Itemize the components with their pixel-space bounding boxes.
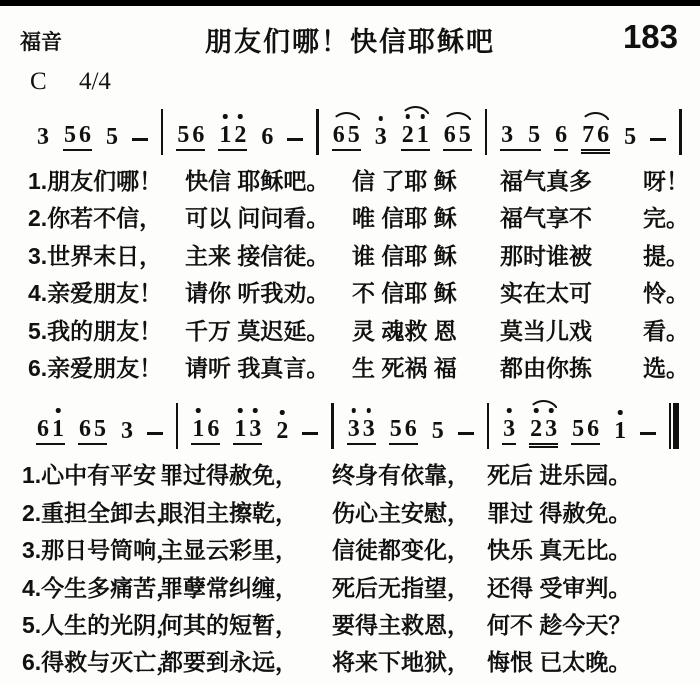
note-digit: 3 bbox=[121, 418, 133, 445]
slur-arc bbox=[528, 400, 559, 413]
duration-dash bbox=[650, 138, 666, 141]
lyric-group: 何不 趁今天？ bbox=[487, 612, 632, 639]
lyric-group: 4.亲爱朋友！ bbox=[28, 280, 163, 307]
barline bbox=[176, 403, 178, 449]
note-digit: 6 bbox=[555, 122, 568, 148]
note-digit: 1 bbox=[219, 123, 231, 147]
note-group bbox=[275, 419, 289, 445]
lyric-group: 提。 bbox=[643, 242, 689, 269]
lyric-group: 死后无指望， bbox=[332, 574, 470, 601]
category-label: 福音 bbox=[20, 31, 62, 54]
lyric-group: 都要到永远， bbox=[160, 649, 298, 676]
note-group bbox=[332, 123, 361, 151]
note-group bbox=[36, 125, 50, 151]
lyric-group: 罪过得赦免， bbox=[160, 462, 298, 489]
lyric-group: 将来下地狱， bbox=[332, 649, 470, 676]
lyric-group: 请你 听我劝。 bbox=[185, 280, 330, 307]
duration-dash bbox=[640, 432, 656, 435]
note-group bbox=[191, 417, 220, 445]
note-group bbox=[571, 417, 600, 445]
note-digit: 5 bbox=[431, 418, 444, 445]
verse-block-1 bbox=[0, 163, 700, 387]
note-digit: 1 bbox=[417, 123, 429, 147]
note-digit: 5 bbox=[177, 122, 190, 148]
lyric-group: 5.人生的光阴， bbox=[22, 612, 180, 639]
page-title: 朋友们哪！快信耶稣吧 bbox=[205, 27, 495, 57]
octave-dot bbox=[223, 114, 228, 119]
lyric-group: 1.心中有平安 bbox=[22, 462, 157, 489]
barline bbox=[316, 109, 318, 155]
note-digit: 2 bbox=[402, 123, 414, 147]
note-group bbox=[401, 123, 430, 151]
note-group bbox=[581, 123, 610, 151]
lyric-line bbox=[0, 495, 700, 532]
note-digit: 3 bbox=[503, 417, 515, 441]
octave-dot bbox=[352, 408, 357, 413]
octave-dot bbox=[238, 114, 243, 119]
hymn-number: 183 bbox=[622, 18, 678, 55]
key-signature: C bbox=[30, 68, 47, 95]
lyric-group: 主来 接信徒。 bbox=[185, 242, 330, 269]
barline bbox=[331, 403, 333, 449]
barline bbox=[161, 109, 163, 155]
lyric-group: 6.亲爱朋友！ bbox=[28, 355, 163, 382]
lyric-group: 信 了耶 稣 bbox=[352, 168, 457, 194]
note-digit: 3 bbox=[501, 122, 514, 148]
duration-dash bbox=[458, 432, 474, 435]
slur-arc bbox=[442, 112, 473, 125]
note-group bbox=[233, 417, 262, 445]
lyric-line bbox=[0, 200, 700, 237]
lyric-line bbox=[0, 607, 700, 644]
note-group bbox=[63, 123, 92, 151]
note-digit: 1 bbox=[614, 419, 626, 443]
time-signature: 4/4 bbox=[78, 68, 111, 95]
note-group bbox=[176, 123, 205, 151]
note-group bbox=[623, 125, 637, 151]
note-digit: 3 bbox=[375, 125, 387, 149]
note-digit: 3 bbox=[249, 417, 261, 441]
lyric-line bbox=[0, 532, 700, 569]
lyric-group: 呀！ bbox=[643, 168, 689, 194]
lyric-group: 何其的短暂， bbox=[160, 612, 298, 639]
octave-dot bbox=[238, 408, 243, 413]
lyric-group: 3.那日号筒响， bbox=[22, 537, 180, 564]
lyric-group: 不 信耶 稣 bbox=[352, 280, 457, 307]
octave-dot bbox=[379, 116, 384, 121]
note-digit: 6 bbox=[404, 416, 417, 443]
note-digit: 6 bbox=[261, 124, 274, 150]
lyric-group: 罪过 得赦免。 bbox=[487, 499, 632, 526]
note-digit: 6 bbox=[37, 416, 49, 443]
note-group bbox=[502, 417, 516, 445]
octave-dot bbox=[507, 408, 512, 413]
lyric-group: 灵 魂救 恩 bbox=[352, 317, 457, 344]
lyric-group: 伤心主安慰， bbox=[332, 499, 470, 526]
lyric-group: 终身有依靠， bbox=[332, 462, 470, 489]
lyric-line bbox=[0, 313, 700, 350]
lyric-group: 快信 耶稣吧。 bbox=[185, 168, 330, 194]
note-digit: 5 bbox=[528, 122, 541, 148]
note-digit: 5 bbox=[106, 124, 118, 150]
note-digit: 5 bbox=[347, 122, 360, 148]
lyric-group: 实在太可 bbox=[500, 280, 592, 307]
octave-dot bbox=[253, 408, 258, 413]
notation-line-1 bbox=[0, 98, 700, 160]
lyric-group: 眼泪主擦乾， bbox=[160, 499, 298, 526]
lyric-group: 看。 bbox=[643, 317, 689, 344]
note-digit: 5 bbox=[94, 416, 106, 443]
lyric-group: 主显云彩里， bbox=[160, 537, 298, 564]
note-digit: 1 bbox=[234, 417, 246, 441]
note-digit: 2 bbox=[234, 123, 246, 147]
note-digit: 3 bbox=[545, 417, 557, 441]
lyric-line bbox=[0, 163, 700, 200]
lyric-group: 1.朋友们哪！ bbox=[28, 168, 163, 194]
lyric-group: 2.重担全卸去， bbox=[22, 499, 180, 526]
slur-arc bbox=[400, 106, 431, 119]
verse-block-2 bbox=[0, 457, 700, 681]
lyric-line bbox=[0, 457, 700, 494]
note-digit: 5 bbox=[389, 416, 402, 443]
octave-dot bbox=[367, 408, 372, 413]
lyric-group: 选。 bbox=[643, 355, 689, 382]
lyric-line bbox=[0, 275, 700, 312]
lyric-group: 千万 莫迟延。 bbox=[185, 317, 330, 344]
note-digit: 6 bbox=[597, 122, 610, 148]
note-group bbox=[105, 125, 119, 151]
lyric-group: 请听 我真言。 bbox=[185, 355, 330, 382]
lyric-line bbox=[0, 238, 700, 275]
note-digit: 5 bbox=[572, 416, 585, 443]
note-group bbox=[613, 419, 627, 445]
lyric-group: 悔恨 已太晚。 bbox=[487, 649, 632, 676]
barline bbox=[487, 403, 489, 449]
lyric-group: 生 死祸 福 bbox=[352, 355, 457, 382]
lyric-group: 信徒都变化， bbox=[332, 537, 470, 564]
lyric-group: 死后 进乐园。 bbox=[487, 462, 632, 489]
note-digit: 6 bbox=[207, 416, 220, 443]
note-group bbox=[554, 123, 568, 151]
notation-line-2 bbox=[0, 392, 700, 454]
lyric-group: 还得 受审判。 bbox=[487, 574, 632, 601]
lyric-group: 怜。 bbox=[643, 280, 689, 307]
note-digit: 6 bbox=[587, 416, 600, 443]
lyric-group: 唯 信耶 稣 bbox=[352, 205, 457, 232]
note-group bbox=[529, 417, 558, 445]
note-group bbox=[36, 417, 65, 445]
lyric-group: 5.我的朋友！ bbox=[28, 317, 163, 344]
page-header bbox=[0, 18, 700, 58]
lyric-group: 快乐 真无比。 bbox=[487, 537, 632, 564]
final-barline bbox=[669, 403, 679, 449]
note-digit: 3 bbox=[348, 417, 360, 441]
lyric-group: 福气真多 bbox=[500, 168, 592, 194]
note-digit: 2 bbox=[530, 417, 542, 441]
barline bbox=[485, 109, 487, 155]
note-digit: 5 bbox=[624, 124, 637, 150]
note-group bbox=[347, 417, 376, 445]
octave-dot bbox=[280, 410, 285, 415]
note-digit: 2 bbox=[276, 419, 288, 443]
note-group bbox=[431, 419, 445, 445]
note-digit: 1 bbox=[192, 417, 204, 441]
note-digit: 6 bbox=[79, 416, 91, 443]
octave-dot bbox=[618, 410, 623, 415]
note-group bbox=[260, 125, 274, 151]
duration-dash bbox=[302, 432, 318, 435]
note-digit: 3 bbox=[363, 417, 375, 441]
lyric-group: 谁 信耶 稣 bbox=[352, 242, 457, 269]
note-digit: 1 bbox=[52, 417, 64, 441]
note-digit: 6 bbox=[192, 122, 205, 148]
note-group bbox=[389, 417, 418, 445]
note-digit: 3 bbox=[37, 124, 49, 150]
slur-arc bbox=[331, 112, 362, 125]
note-group bbox=[500, 123, 541, 151]
lyric-group: 3.世界末日， bbox=[28, 242, 163, 269]
lyric-group: 可以 问问看。 bbox=[185, 205, 330, 232]
note-group bbox=[443, 123, 472, 151]
page-top-border bbox=[0, 0, 700, 6]
note-digit: 5 bbox=[64, 122, 76, 148]
lyric-line bbox=[0, 350, 700, 387]
lyric-group: 要得主救恩， bbox=[332, 612, 470, 639]
octave-dot bbox=[56, 408, 61, 413]
lyric-group: 都由你拣 bbox=[500, 355, 592, 382]
octave-dot bbox=[196, 408, 201, 413]
note-group bbox=[78, 417, 107, 445]
slur-arc bbox=[580, 112, 611, 125]
note-digit: 6 bbox=[443, 122, 456, 148]
lyric-group: 罪孽常纠缠， bbox=[160, 574, 298, 601]
lyric-group: 6.得救与灭亡， bbox=[22, 649, 180, 676]
lyric-line bbox=[0, 644, 700, 681]
barline bbox=[679, 109, 681, 155]
lyric-group: 2.你若不信， bbox=[28, 205, 163, 232]
note-group bbox=[218, 123, 247, 151]
note-digit: 5 bbox=[458, 122, 471, 148]
duration-dash bbox=[147, 432, 163, 435]
lyric-group: 那时谁被 bbox=[500, 242, 592, 269]
lyric-group: 4.今生多痛苦， bbox=[22, 574, 180, 601]
key-time-signature bbox=[30, 68, 700, 98]
duration-dash bbox=[132, 138, 148, 141]
lyric-group: 完。 bbox=[643, 205, 689, 232]
lyric-group: 福气享不 bbox=[500, 205, 592, 232]
lyric-line bbox=[0, 570, 700, 607]
note-digit: 6 bbox=[79, 122, 91, 148]
lyric-group: 莫当儿戏 bbox=[500, 317, 592, 344]
duration-dash bbox=[287, 138, 303, 141]
note-digit: 7 bbox=[582, 122, 595, 148]
note-group bbox=[374, 125, 388, 151]
note-digit: 6 bbox=[332, 122, 345, 148]
note-group bbox=[120, 419, 134, 445]
